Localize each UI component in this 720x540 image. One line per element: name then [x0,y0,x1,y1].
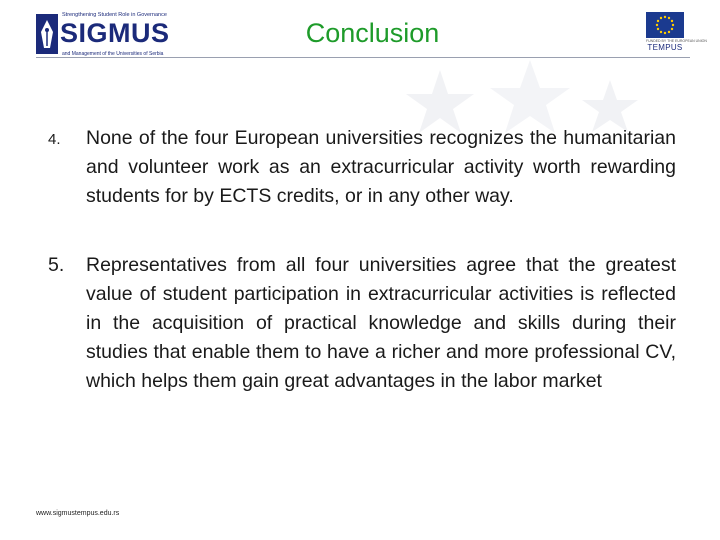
eu-funding-text: FUNDED BY THE EUROPEAN UNION [646,39,707,43]
list-item-number: 5. [48,254,65,276]
list-item-number: 4. [48,131,61,148]
tempus-logo [642,12,707,52]
tempus-text: TEMPUS [647,43,683,52]
sigmus-logo [36,12,172,58]
logo-tagline-bottom: and Management of the Universities of Serbia [62,51,164,57]
list-item-text: Representatives from all four universities agree that the greatest value of student participation in extracurricular activities is reflected in the acquisition of practical knowledge and skills during their studies that enable them to have a richer and more professional CV, which helps them gain great advantages in the labor market [86,254,676,392]
list-item [48,251,676,396]
header-divider [36,57,690,58]
pen-nib-icon [36,14,58,54]
slide-title: Conclusion [305,18,440,48]
conclusion-list [48,124,676,396]
logo-tagline-top: Strengthening Student Role in Governance [62,12,167,18]
footer-url[interactable]: www.sigmustempus.edu.rs [36,510,120,517]
logo-brand-text: SIGMUS [60,18,170,48]
eu-flag-icon [646,12,684,38]
list-item [48,124,676,211]
list-item-text: None of the four European universities recognizes the humanitarian and volunteer work as an extracurricular activity worth rewarding students for by ECTS credits, or in any other way. [86,127,676,207]
